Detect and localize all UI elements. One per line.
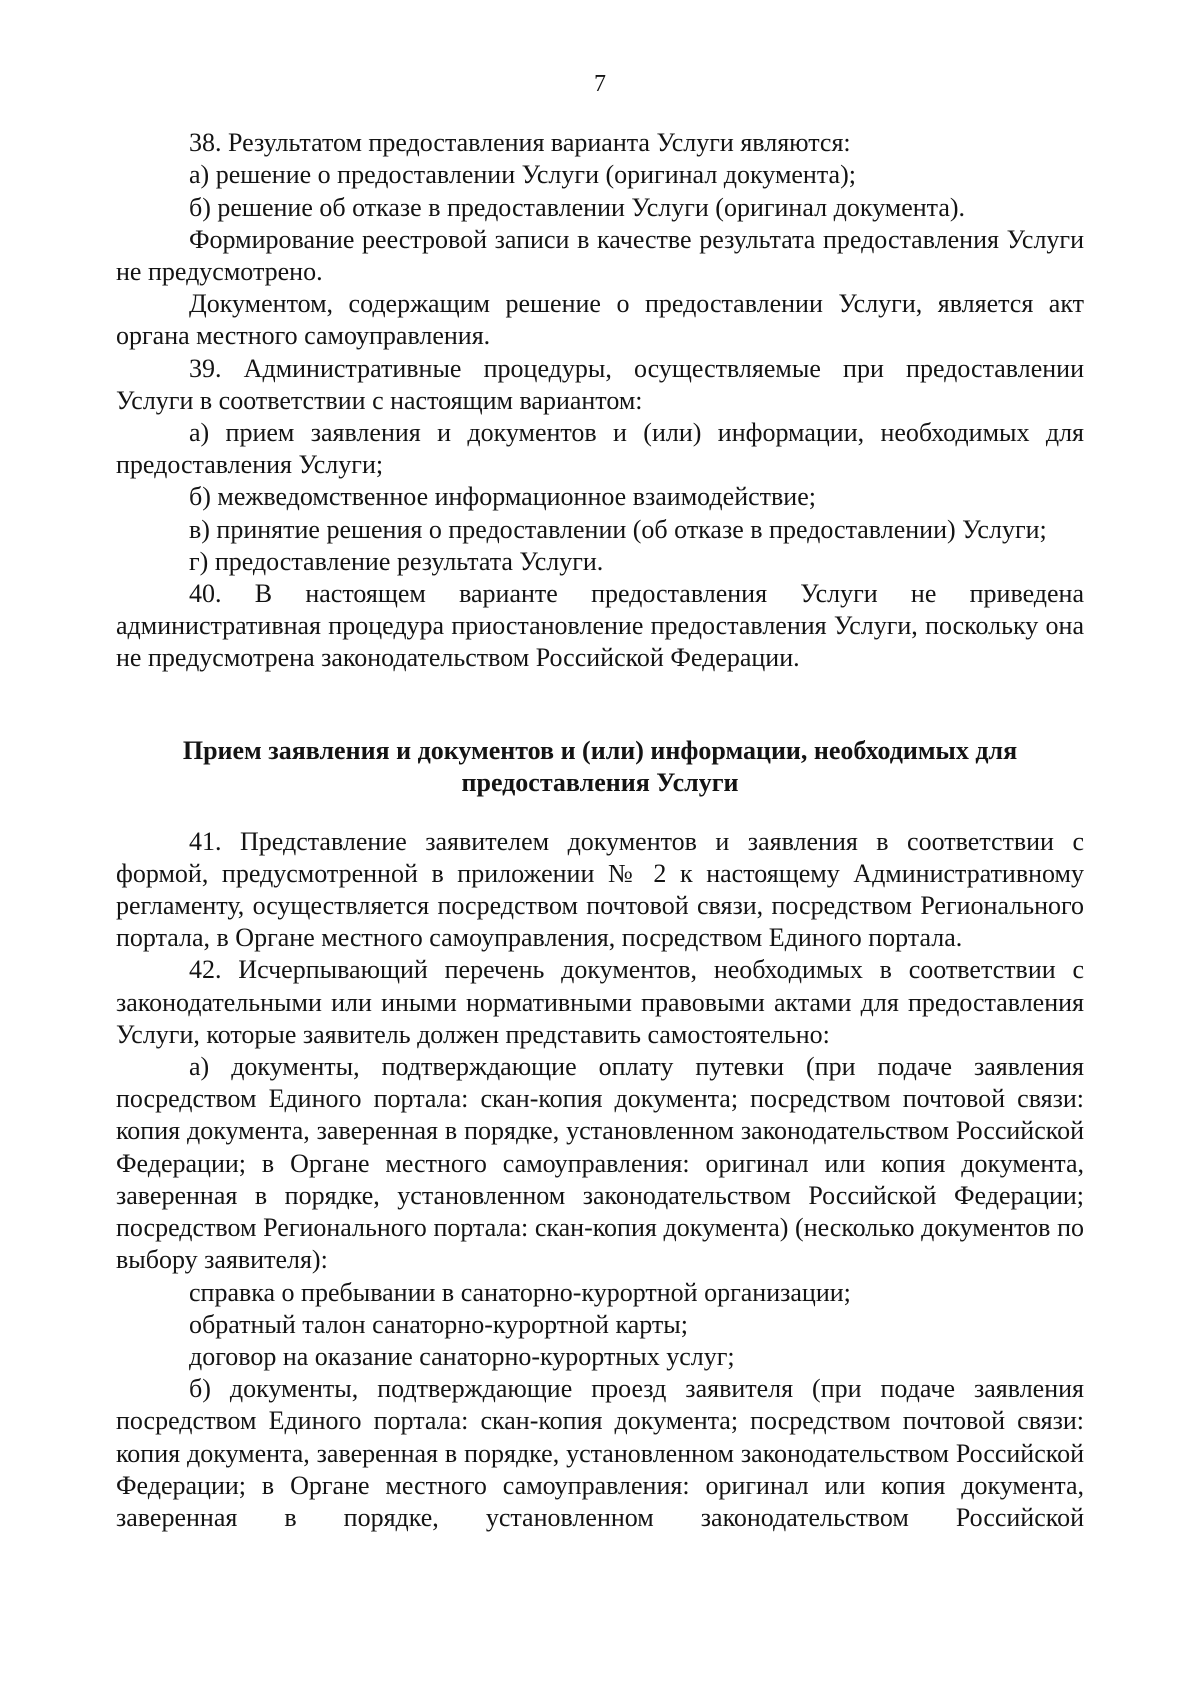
paragraph-decision-document: Документом, содержащим решение о предоставлении Услуги, является акт органа местного самоуправления. [116, 289, 1084, 351]
paragraph-39: 39. Административные процедуры, осуществляемые при предоставлении Услуги в соответствии с настоящим вариантом: [116, 353, 1084, 415]
paragraph-registry-record: Формирование реестровой записи в качестве результата предоставления Услуги не предусмотрено. [116, 224, 1084, 287]
list-item-42a: а) документы, подтверждающие оплату путевки (при подаче заявления посредством Единого портала: скан-копия документа; посредством почтовой связи: копия документа, заверенная в порядке, установленном законодательством Российской Федерации; в Органе местного самоуправления: оригинал или копия документа, заверенная в порядке, установленном законодательством Российской Федерации; посредством Регионального портала: скан-копия документа) (несколько документов по выбору заявителя): [116, 1052, 1084, 1275]
paragraph-41: 41. Представление заявителем документов и заявления в соответствии с формой, предусмотренной в приложении № 2 к настоящему Административному регламенту, осуществляется посредством почтовой связи, посредством Регионального портала, в Органе местного самоуправления, посредством Единого портала. [116, 826, 1084, 953]
list-item-service-contract: договор на оказание санаторно-курортных услуг; [189, 1341, 735, 1371]
list-item-return-coupon: обратный талон санаторно-курортной карты; [189, 1309, 688, 1339]
list-item-38b: б) решение об отказе в предоставлении Услуги (оригинал документа). [189, 192, 966, 222]
list-item-sanatorium-certificate: справка о пребывании в санаторно-курортной организации; [189, 1277, 851, 1307]
list-item-42b: б) документы, подтверждающие проезд заявителя (при подаче заявления посредством Единого портала: скан-копия документа; посредством почтовой связи: копия документа, заверенная в порядке, установленном законодательством Российской Федерации; в Органе местного самоуправления: оригинал или копия документа, заверенная в порядке, установленном законодательством Российской [116, 1374, 1084, 1532]
list-item-39a: а) прием заявления и документов и (или) информации, необходимых для предоставления Услуги; [116, 418, 1084, 480]
paragraph-40: 40. В настоящем варианте предоставления Услуги не приведена административная процедура приостановление предоставления Услуги, поскольку она не предусмотрена законодательством Российской Федерации. [116, 579, 1084, 673]
paragraph-42: 42. Исчерпывающий перечень документов, необходимых в соответствии с законодательными или иными нормативными правовыми актами для предоставления Услуги, которые заявитель должен представить самостоятельно: [116, 955, 1084, 1049]
list-item-39v: в) принятие решения о предоставлении (об отказе в предоставлении) Услуги; [189, 514, 1047, 544]
page-number: 7 [594, 71, 606, 97]
list-item-38a: а) решение о предоставлении Услуги (оригинал документа); [189, 160, 856, 190]
paragraph-38: 38. Результатом предоставления варианта Услуги являются: [189, 128, 851, 158]
list-item-39b: б) межведомственное информационное взаимодействие; [189, 482, 816, 512]
section-heading: Прием заявления и документов и (или) информации, необходимых для предоставления Услуги [182, 735, 1018, 797]
list-item-39g: г) предоставление результата Услуги. [189, 546, 604, 576]
